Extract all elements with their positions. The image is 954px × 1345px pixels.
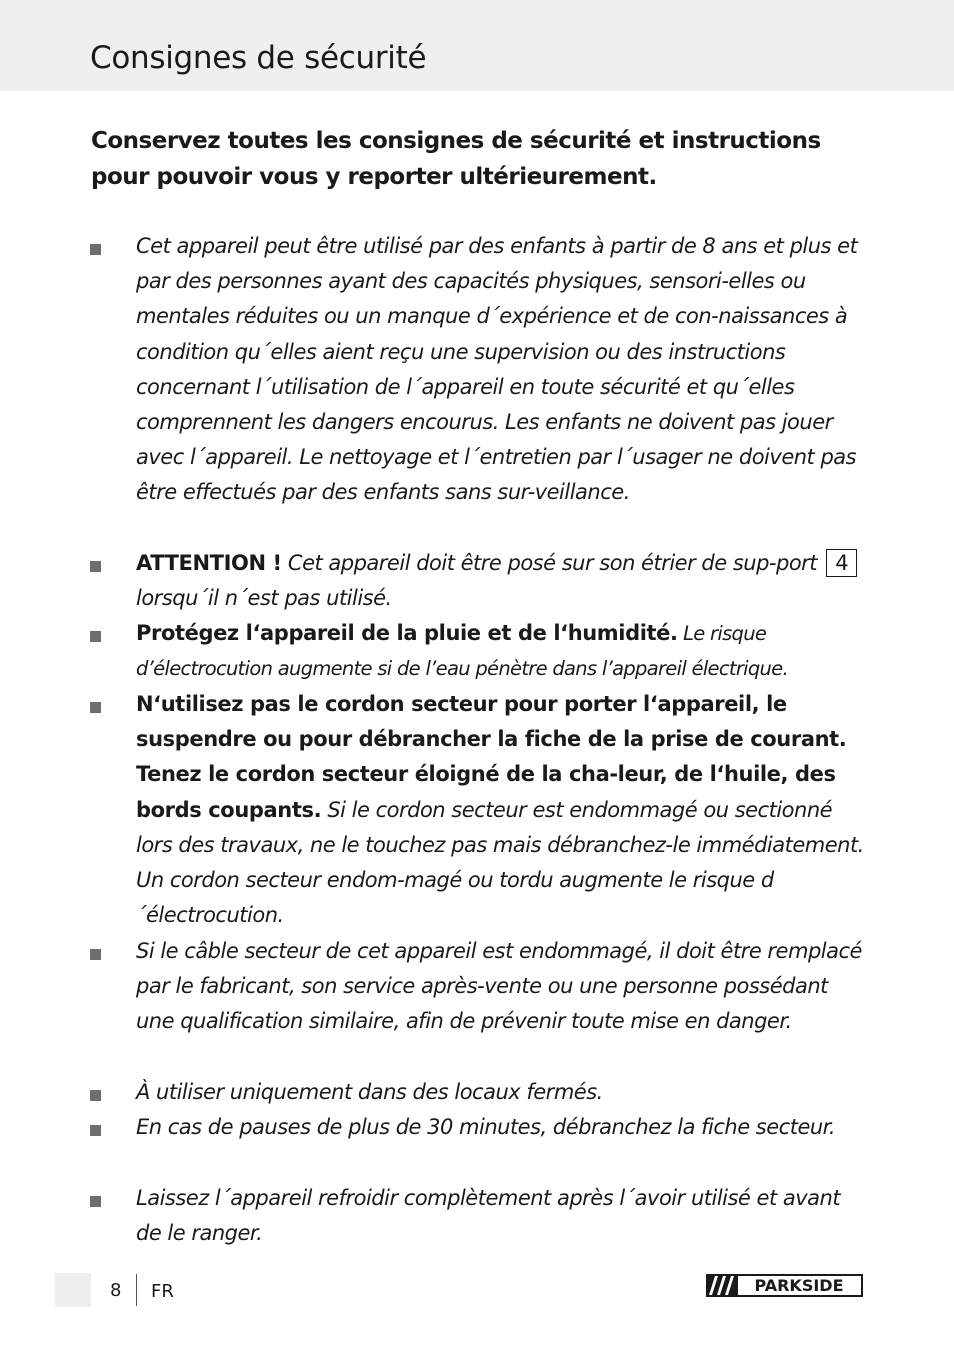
item-text: Si le câble secteur de cet appareil est endommagé, il doit être remplacé par le fabricant, son service après-vente ou une personne possédant une qualification similaire, afin de prévenir toute mise en danger. <box>136 939 862 1034</box>
reference-number-box: 4 <box>826 549 857 577</box>
item-bold-text: ATTENTION ! <box>136 551 282 575</box>
intro-text: Conservez toutes les consignes de sécurité et instructions pour pouvoir vous y reporter ultérieurement. <box>91 128 821 190</box>
bullet-icon <box>90 631 101 642</box>
list-item <box>136 1181 871 1251</box>
item-text: En cas de pauses de plus de 30 minutes, débranchez la fiche secteur. <box>136 1115 836 1139</box>
bullet-icon <box>90 1125 101 1136</box>
list-item <box>136 687 871 933</box>
item-text: Le risque d’électrocution augmente si de l’eau pénètre dans l’appareil électrique. <box>136 622 788 681</box>
page-title: Consignes de sécurité <box>90 40 427 76</box>
item-text: Laissez l´appareil refroidir complètement après l´avoir utilisé et avant de le ranger. <box>136 1186 841 1246</box>
page-number: 8 <box>110 1280 122 1301</box>
item-text: Cet appareil peut être utilisé par des enfants à partir de 8 ans et plus et par des personnes ayant des capacités physiques, sensori-elles ou mentales réduites ou un manque d´expérience et de con-naissances à condition qu´elles aient reçu une supervision ou des instructions concernant l´utilisation de l´appareil en toute sécurité et qu´elles comprennent les dangers encourus. Les enfants ne doivent pas jouer avec l´appareil. Le nettoyage et l´entretien par l´usager ne doivent pas être effectués par des enfants sans sur-veillance. <box>136 234 858 505</box>
list-item <box>136 1110 871 1145</box>
svg-text:PARKSIDE: PARKSIDE <box>754 1276 844 1295</box>
parkside-logo <box>706 1274 863 1297</box>
bullet-icon <box>90 244 101 255</box>
item-bold-text: Protégez l‘appareil de la pluie et de l‘humidité. <box>136 621 678 645</box>
item-bold-text: N‘utilisez pas le cordon secteur pour porter l‘appareil, le suspendre ou pour débrancher la fiche de la prise de courant. Tenez le cordon secteur éloigné de la cha-leur, de l‘huile, des bords coupants. <box>136 692 847 822</box>
list-item <box>136 1075 871 1110</box>
list-item <box>136 616 871 686</box>
item-text: Si le cordon secteur est endommagé ou sectionné lors des travaux, ne le touchez pas mais débranchez-le immédiatement. Un cordon secteur endom-magé ou tordu augmente le risque d´électrocution. <box>136 797 864 928</box>
bullet-icon <box>90 702 101 713</box>
bullet-icon <box>90 1196 101 1207</box>
item-text: lorsqu´il n´est pas utilisé. <box>136 586 392 611</box>
footer-divider <box>136 1274 137 1306</box>
bullet-icon <box>90 949 101 960</box>
language-code: FR <box>151 1281 174 1302</box>
item-text: Cet appareil doit être posé sur son étrier de sup-port <box>281 551 818 575</box>
list-item <box>136 546 871 616</box>
bullet-icon <box>90 1090 101 1101</box>
list-item <box>136 229 871 511</box>
footer-page-box <box>55 1273 91 1307</box>
bullet-icon <box>90 561 101 572</box>
item-text: À utiliser uniquement dans des locaux fermés. <box>136 1080 603 1104</box>
list-item <box>136 934 871 1040</box>
